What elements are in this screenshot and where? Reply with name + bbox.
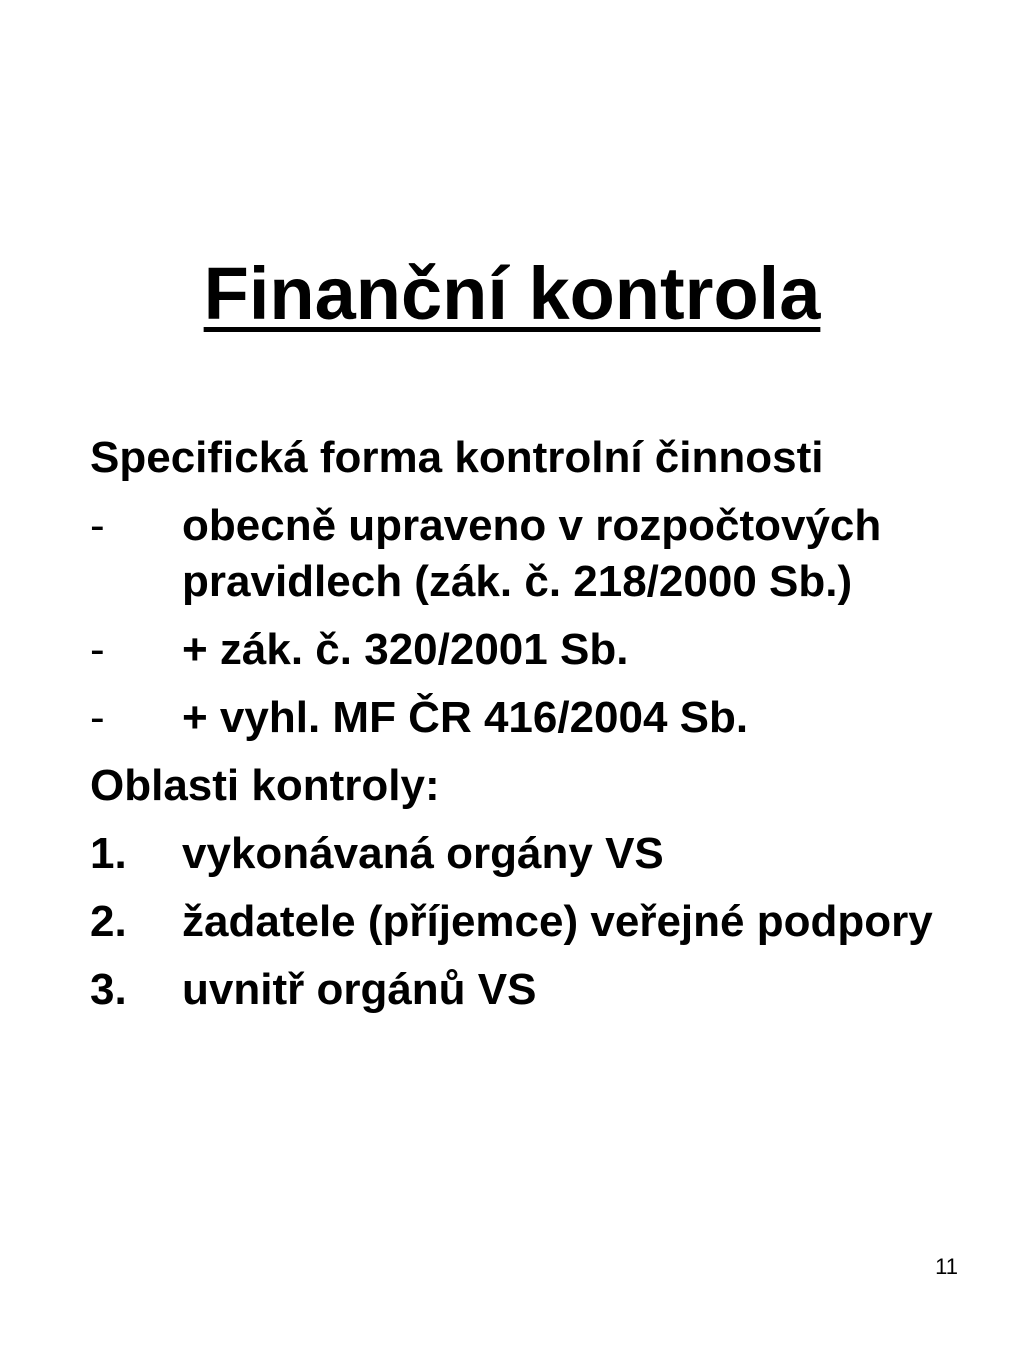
legal-item [90,498,970,610]
area-item [90,826,970,882]
dash-marker: - [90,501,105,550]
area-item-text: žadatele (příjemce) veřejné podpory [182,897,933,946]
legal-item [90,622,970,678]
dash-marker: - [90,625,105,674]
intro-text: Specifická forma kontrolní činnosti [90,433,824,482]
slide-title: Finanční kontrola [203,252,821,335]
area-item-text: uvnitř orgánů VS [182,965,537,1014]
legal-item [90,690,970,746]
area-item [90,962,970,1018]
legal-item-text: + zák. č. 320/2001 Sb. [182,625,629,674]
legal-item-text: obecně upraveno v rozpočtových pravidlech (zák. č. 218/2000 Sb.) [182,501,882,606]
area-item-text: vykonávaná orgány VS [182,829,664,878]
areas-heading: Oblasti kontroly: [90,761,440,810]
page-number: 11 [935,1254,958,1279]
number-marker: 1. [90,829,127,878]
dash-marker: - [90,693,105,742]
legal-item-text: + vyhl. MF ČR 416/2004 Sb. [182,693,749,742]
area-item [90,894,970,950]
slide-content [90,430,970,1030]
number-marker: 3. [90,965,127,1014]
number-marker: 2. [90,897,127,946]
